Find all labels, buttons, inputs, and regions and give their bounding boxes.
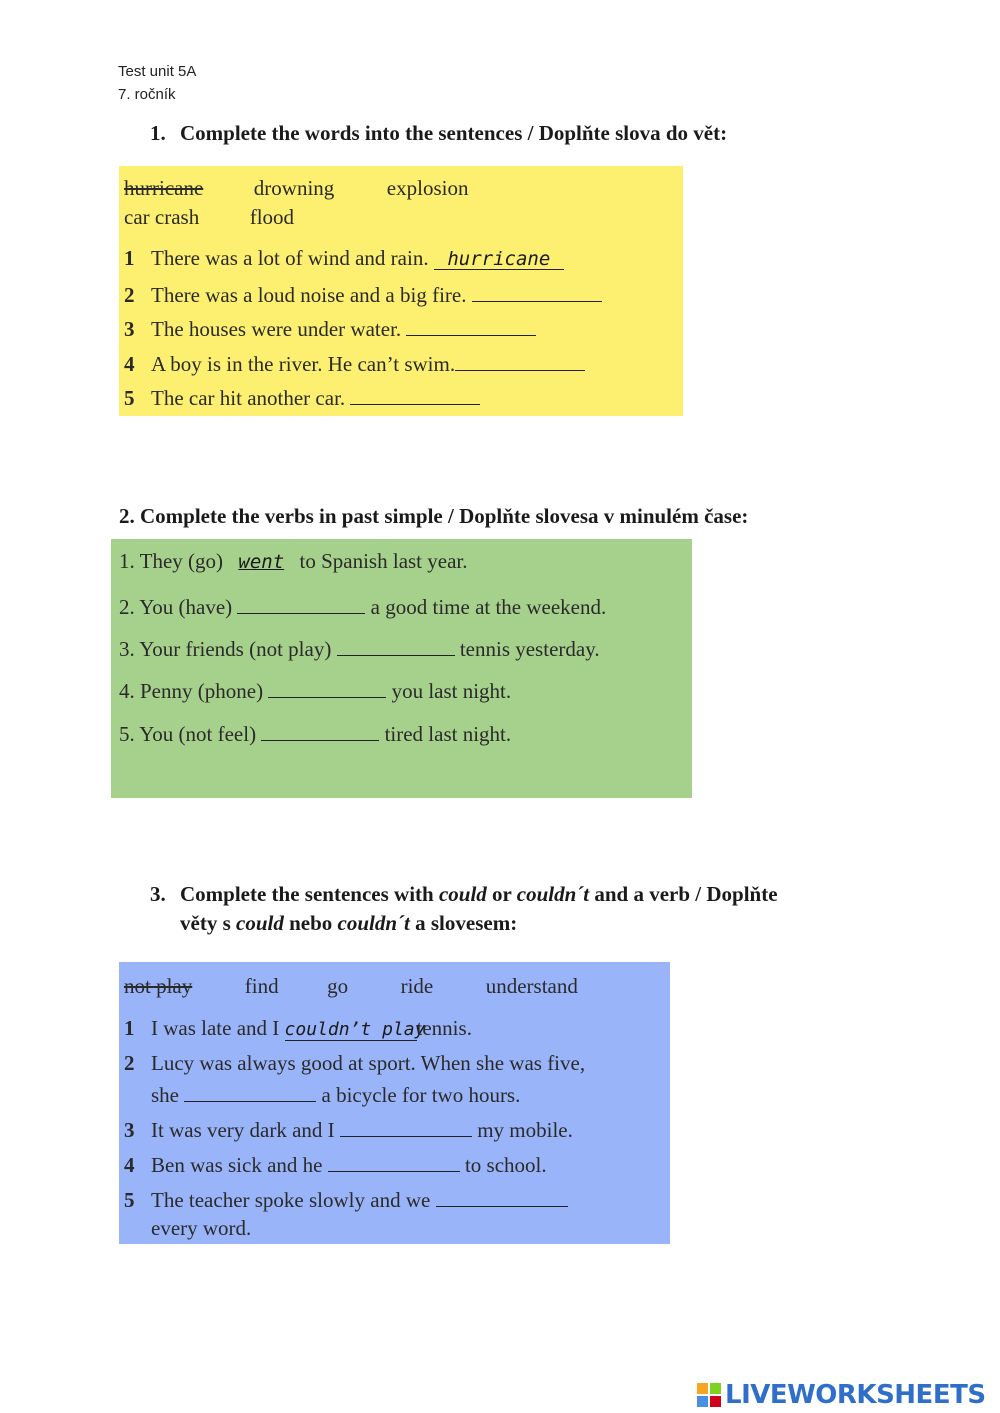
list-item: 5 The car hit another car.: [124, 384, 480, 411]
list-item: 4 A boy is in the river. He can’t swim.: [124, 350, 585, 377]
section2-heading: 2. Complete the verbs in past simple / Doplňte slovesa v minulém čase:: [119, 504, 749, 528]
answer-field[interactable]: [268, 677, 386, 698]
list-item: 1 I was late and I couldn’t playtennis.: [124, 1016, 472, 1040]
list-item: 5 The teacher spoke slowly and we: [124, 1186, 568, 1213]
answer-field[interactable]: went: [238, 551, 285, 573]
list-item: 4. Penny (phone) you last night.: [119, 679, 512, 703]
answer-field[interactable]: [406, 315, 536, 336]
list-item: 3 The houses were under water.: [124, 315, 536, 342]
answer-field[interactable]: [328, 1151, 460, 1172]
list-item-continued: every word.: [151, 1216, 252, 1240]
answer-field[interactable]: [472, 281, 602, 302]
answer-field[interactable]: [337, 635, 455, 656]
wordbank-word: drowning: [253, 176, 335, 200]
answer-field[interactable]: [350, 384, 480, 405]
answer-field[interactable]: [237, 593, 365, 614]
answer-field[interactable]: [261, 720, 379, 741]
brand-name: LIVEWORKSHEETS: [725, 1380, 986, 1410]
test-title: Test unit 5A: [118, 63, 197, 80]
list-item: 3. Your friends (not play) tennis yesterday.: [119, 637, 600, 661]
wordbank-word: understand: [485, 974, 578, 998]
section1-title: Complete the words into the sentences / Doplňte slova do vět:: [180, 121, 728, 145]
answer-field[interactable]: [184, 1081, 316, 1102]
list-item: 3 It was very dark and I my mobile.: [124, 1118, 573, 1142]
list-item: 1. They (go) went to Spanish last year.: [119, 549, 468, 573]
list-item: 4 Ben was sick and he to school.: [124, 1153, 547, 1177]
answer-field[interactable]: [455, 350, 585, 371]
answer-field[interactable]: couldn’t play: [284, 1019, 426, 1040]
section3-number: 3.: [150, 882, 166, 906]
wordbank-word: find: [244, 974, 279, 998]
answer-field[interactable]: hurricane: [434, 249, 564, 270]
list-item-continued: she a bicycle for two hours.: [151, 1083, 521, 1107]
section1-heading: [150, 121, 727, 146]
wordbank-word: not play: [124, 974, 193, 998]
wordbank-word: explosion: [386, 176, 469, 200]
wordbank-word: go: [327, 974, 349, 998]
answer-field[interactable]: [340, 1116, 472, 1137]
section1-wordbank-row2: [124, 205, 294, 230]
page-header: [118, 60, 196, 106]
section1-wordbank: [124, 176, 468, 201]
list-item: 2 There was a loud noise and a big fire.: [124, 281, 602, 308]
wordbank-word: car crash: [124, 205, 200, 229]
section1-box: [119, 166, 683, 416]
wordbank-word: hurricane: [124, 176, 204, 200]
section3-wordbank: [124, 974, 578, 999]
section2-box: [111, 539, 692, 798]
grade-label: 7. ročník: [118, 86, 176, 103]
logo-grid-icon: [697, 1383, 721, 1407]
list-item: 2. You (have) a good time at the weekend.: [119, 595, 607, 619]
section3-box: [119, 962, 670, 1244]
wordbank-word: ride: [400, 974, 434, 998]
section3-heading: 3. Complete the sentences with could or couldn´t and a verb / Doplňte věty s could nebo couldn´t a slovesem:: [150, 882, 778, 935]
liveworksheets-logo: [697, 1380, 986, 1410]
list-item: 2 Lucy was always good at sport. When she was five,: [124, 1051, 586, 1075]
wordbank-word: flood: [249, 205, 295, 229]
list-item: 1 There was a lot of wind and rain. hurricane: [124, 246, 564, 271]
answer-field[interactable]: [436, 1186, 568, 1207]
list-item: 5. You (not feel) tired last night.: [119, 722, 512, 746]
section1-number: 1.: [150, 121, 166, 145]
